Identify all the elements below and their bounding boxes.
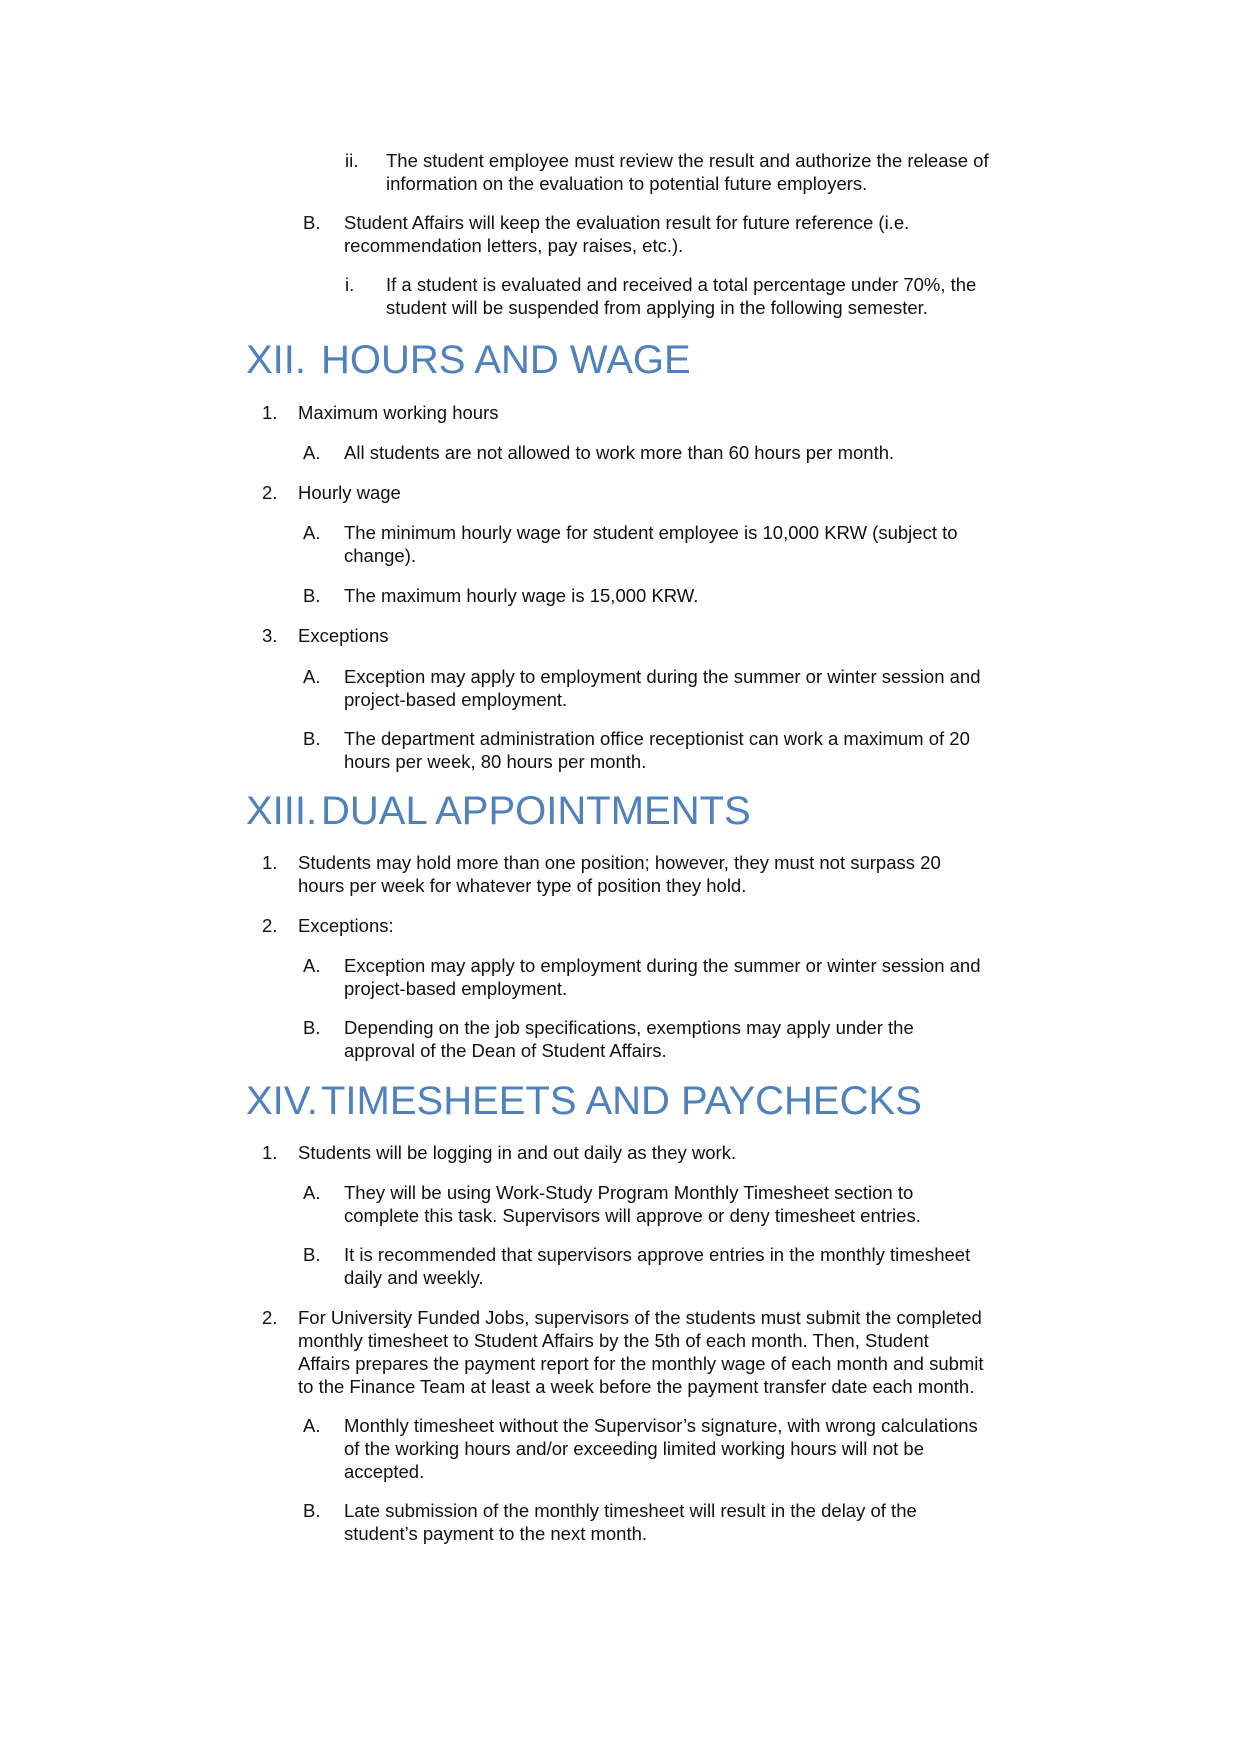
paragraph-line: information on the evaluation to potential future employers. xyxy=(386,173,868,194)
paragraph xyxy=(344,1016,914,1062)
paragraph-line: For University Funded Jobs, supervisors of the students must submit the completed xyxy=(298,1307,982,1328)
list-marker-B: B. xyxy=(303,585,321,606)
paragraph-line: complete this task. Supervisors will approve or deny timesheet entries. xyxy=(344,1205,921,1226)
paragraph-B xyxy=(344,211,909,257)
section-title: HOURS AND WAGE xyxy=(321,338,691,382)
list-item-text: Exceptions xyxy=(298,625,389,646)
list-marker-A: A. xyxy=(303,1415,321,1436)
paragraph-line: It is recommended that supervisors approve entries in the monthly timesheet xyxy=(344,1244,971,1265)
paragraph-line: The student employee must review the result and authorize the release of xyxy=(386,150,989,171)
paragraph-line: student’s payment to the next month. xyxy=(344,1523,648,1544)
list-marker-A: A. xyxy=(303,522,321,543)
paragraph-line: Students may hold more than one position; however, they must not surpass 20 xyxy=(298,852,941,873)
paragraph-line: The minimum hourly wage for student employee is 10,000 KRW (subject to xyxy=(344,522,958,543)
paragraph-line: monthly timesheet to Student Affairs by the 5th of each month. Then, Student xyxy=(298,1330,929,1351)
list-item-text: The maximum hourly wage is 15,000 KRW. xyxy=(344,585,699,606)
list-marker-ii: ii. xyxy=(345,150,359,171)
paragraph xyxy=(344,954,981,1000)
paragraph xyxy=(344,665,981,711)
paragraph-line: daily and weekly. xyxy=(344,1267,484,1288)
list-marker-3: 3. xyxy=(262,625,278,646)
paragraph xyxy=(344,1499,917,1545)
list-item-text: Exceptions: xyxy=(298,915,394,936)
list-marker-2: 2. xyxy=(262,482,278,503)
list-marker-B: B. xyxy=(303,728,321,749)
list-item-text: Students will be logging in and out daily as they work. xyxy=(298,1142,737,1163)
paragraph xyxy=(344,1243,970,1289)
paragraph-line: to the Finance Team at least a week before the payment transfer date each month. xyxy=(298,1376,975,1397)
list-marker-A: A. xyxy=(303,666,321,687)
list-marker-2: 2. xyxy=(262,1307,278,1328)
paragraph-line: Exception may apply to employment during the summer or winter session and xyxy=(344,955,981,976)
paragraph-line: hours per week, 80 hours per month. xyxy=(344,751,647,772)
paragraph-line: If a student is evaluated and received a total percentage under 70%, the xyxy=(386,274,977,295)
paragraph-ii xyxy=(386,149,989,195)
list-marker-2: 2. xyxy=(262,915,278,936)
paragraph-line: project-based employment. xyxy=(344,689,568,710)
section-heading-xiv xyxy=(246,1078,922,1124)
paragraph-line: Late submission of the monthly timesheet will result in the delay of the xyxy=(344,1500,917,1521)
paragraph-line: Affairs prepares the payment report for the monthly wage of each month and submit xyxy=(298,1353,984,1374)
list-marker-B: B. xyxy=(303,1500,321,1521)
paragraph xyxy=(344,521,958,567)
paragraph xyxy=(344,1181,921,1227)
list-marker-1: 1. xyxy=(262,1142,278,1163)
paragraph-line: approval of the Dean of Student Affairs. xyxy=(344,1040,667,1061)
paragraph xyxy=(344,727,970,773)
paragraph-i xyxy=(386,273,976,319)
paragraph xyxy=(344,1414,978,1483)
list-item-text: All students are not allowed to work more than 60 hours per month. xyxy=(344,442,895,463)
paragraph-line: Student Affairs will keep the evaluation result for future reference (i.e. xyxy=(344,212,910,233)
section-number: XIII. xyxy=(246,789,318,833)
list-item-text: Hourly wage xyxy=(298,482,401,503)
list-marker-A: A. xyxy=(303,442,321,463)
paragraph-line: Depending on the job specifications, exemptions may apply under the xyxy=(344,1017,914,1038)
paragraph-line: The department administration office receptionist can work a maximum of 20 xyxy=(344,728,970,749)
list-marker-1: 1. xyxy=(262,402,278,423)
list-marker-B: B. xyxy=(303,1017,321,1038)
list-item-text: Maximum working hours xyxy=(298,402,499,423)
list-marker-A: A. xyxy=(303,1182,321,1203)
paragraph-line: Exception may apply to employment during the summer or winter session and xyxy=(344,666,981,687)
section-number: XIV. xyxy=(246,1079,318,1123)
list-marker-1: 1. xyxy=(262,852,278,873)
paragraph-line: accepted. xyxy=(344,1461,425,1482)
paragraph-line: student will be suspended from applying in the following semester. xyxy=(386,297,928,318)
list-marker-B: B. xyxy=(303,212,321,233)
list-marker-i: i. xyxy=(345,274,355,295)
paragraph-line: Monthly timesheet without the Supervisor’s signature, with wrong calculations xyxy=(344,1415,978,1436)
list-marker-B: B. xyxy=(303,1244,321,1265)
section-title: DUAL APPOINTMENTS xyxy=(321,789,751,833)
section-number: XII. xyxy=(246,338,307,382)
list-marker-A: A. xyxy=(303,955,321,976)
paragraph-line: They will be using Work-Study Program Monthly Timesheet section to xyxy=(344,1182,914,1203)
paragraph-line: of the working hours and/or exceeding limited working hours will not be xyxy=(344,1438,924,1459)
paragraph-line: change). xyxy=(344,545,416,566)
paragraph-line: hours per week for whatever type of position they hold. xyxy=(298,875,747,896)
paragraph-line: project-based employment. xyxy=(344,978,568,999)
section-heading-xii xyxy=(246,337,691,383)
section-title: TIMESHEETS AND PAYCHECKS xyxy=(321,1079,922,1123)
paragraph xyxy=(298,851,941,897)
paragraph xyxy=(298,1306,984,1398)
section-heading-xiii xyxy=(246,788,751,834)
paragraph-line: recommendation letters, pay raises, etc.). xyxy=(344,235,684,256)
